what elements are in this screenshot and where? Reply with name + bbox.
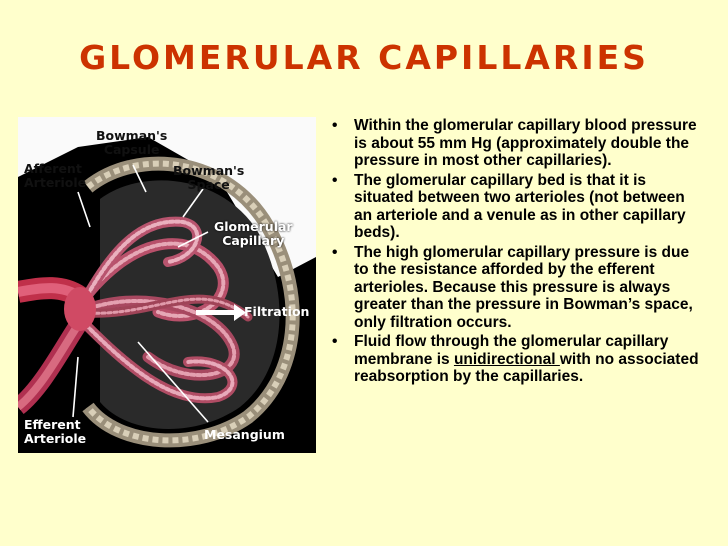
label-bowmans-capsule: Bowman's Capsule	[96, 128, 168, 157]
bullet-marker: •	[332, 171, 338, 189]
bullet-item	[328, 172, 700, 242]
bullet-text-underlined: unidirectional	[453, 350, 560, 368]
label-afferent-arteriole: Afferent Arteriole	[24, 161, 87, 190]
label-bowmans-space: Bowman's Space	[173, 163, 245, 192]
bullet-text: The glomerular capillary bed is that it is situated between two arterioles (not between an arteriole and a venule as in other capillary beds).	[354, 171, 686, 241]
bullet-marker: •	[332, 243, 338, 261]
label-glomerular-capillary: Glomerular Capillary	[214, 219, 293, 248]
bullet-item	[328, 244, 700, 332]
bullet-text: Within the glomerular capillary blood pressure is about 55 mm Hg (approximately double the pressure in most other capillaries).	[354, 117, 697, 169]
label-efferent-arteriole: Efferent Arteriole	[24, 417, 87, 446]
bullet-item	[328, 117, 700, 170]
bullet-list	[328, 117, 700, 388]
bullet-item	[328, 333, 700, 386]
bullet-text-start: Fluid flow through the glomerular capillary membrane is	[354, 333, 669, 368]
bullet-marker: •	[332, 117, 338, 134]
bullet-text: The high glomerular capillary pressure is due to the resistance afforded by the efferent arterioles. Because this pressure is always greater than the pressure in Bowman’s space, only filtration occurs.	[354, 243, 693, 331]
glomerulus-diagram	[18, 117, 316, 453]
label-mesangium: Mesangium	[204, 427, 285, 442]
slide-title: GLOMERULAR CAPILLARIES	[79, 38, 649, 77]
label-filtration: Filtration	[244, 304, 310, 319]
bullet-marker: •	[332, 333, 338, 350]
bullet-text-end: with no associated reabsorption by the capillaries.	[354, 350, 699, 385]
